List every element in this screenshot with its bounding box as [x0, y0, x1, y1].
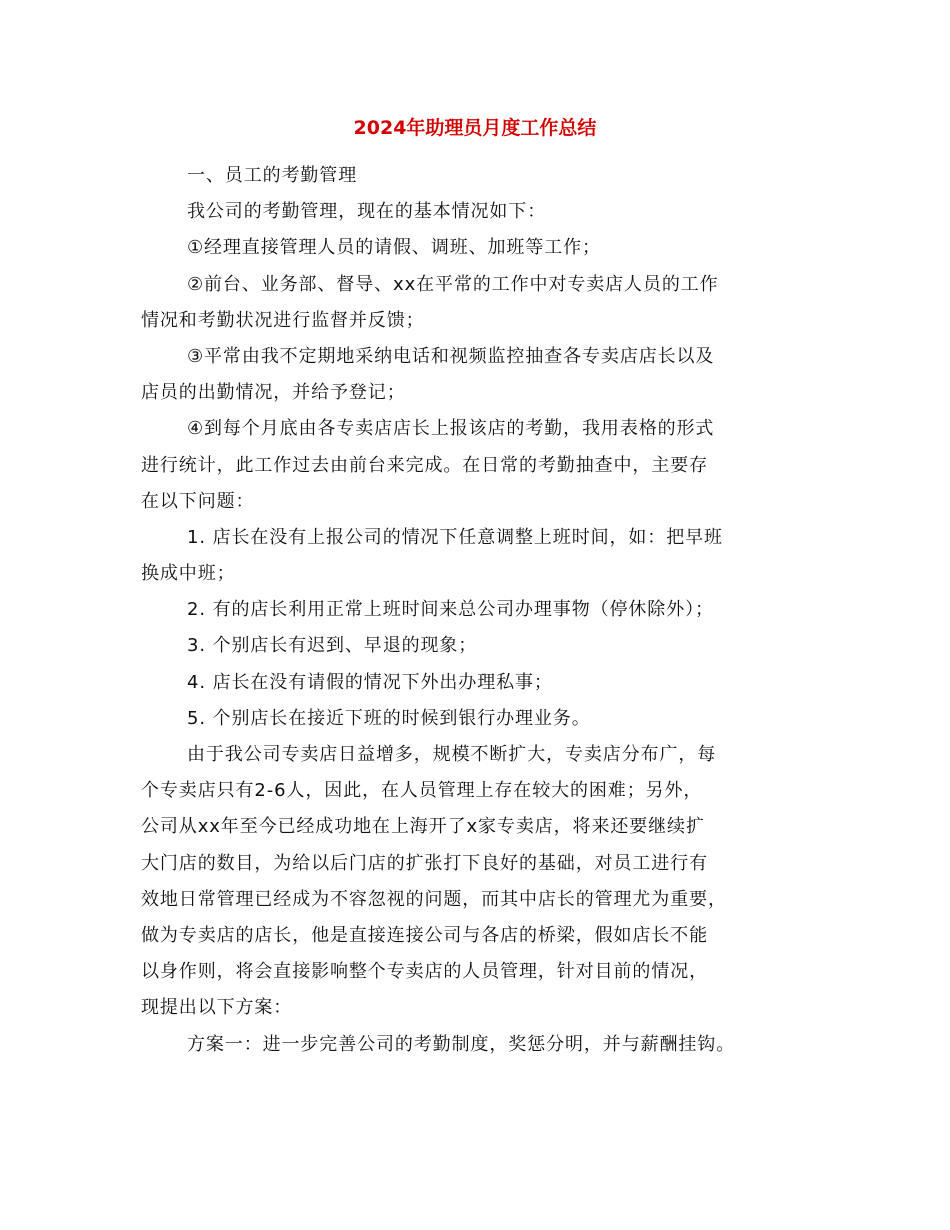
paragraph-line: ③平常由我不定期地采纳电话和视频监控抽查各专卖店店长以及 — [187, 345, 715, 367]
paragraph-line: 效地日常管理已经成为不容忽视的问题，而其中店长的管理尤为重要， — [141, 888, 727, 910]
list-item: 4. 店长在没有请假的情况下外出办理私事； — [187, 671, 553, 693]
paragraph-line: ②前台、业务部、督导、xx在平常的工作中对专卖店人员的工作 — [187, 273, 719, 295]
paragraph-line: ④到每个月底由各专卖店店长上报该店的考勤，我用表格的形式 — [187, 418, 715, 440]
document-body — [141, 160, 811, 1065]
list-item: 3. 个别店长有迟到、早退的现象； — [187, 635, 478, 657]
paragraph-line: 大门店的数目，为给以后门店的扩张打下良好的基础，对员工进行有 — [141, 852, 708, 874]
paragraph-line: 在以下问题： — [141, 490, 255, 512]
paragraph-line: 店员的出勤情况，并给予登记； — [141, 382, 406, 404]
paragraph-line: 公司从xx年至今已经成功地在上海开了x家专卖店，将来还要继续扩 — [141, 816, 705, 838]
list-item-continuation: 换成中班； — [141, 563, 236, 585]
list-item: 2. 有的店长利用正常上班时间来总公司办理事物（停休除外）； — [187, 599, 714, 621]
list-item: 1. 店长在没有上报公司的情况下任意调整上班时间，如：把早班 — [187, 526, 723, 548]
paragraph-line: 现提出以下方案： — [141, 997, 293, 1019]
paragraph-line: 情况和考勤状况进行监督并反馈； — [141, 309, 425, 331]
list-item: 5. 个别店长在接近下班的时候到银行办理业务。 — [187, 707, 591, 729]
paragraph-line: 做为专卖店的店长，他是直接连接公司与各店的桥梁，假如店长不能 — [141, 924, 708, 946]
paragraph-line: 进行统计，此工作过去由前台来完成。在日常的考勤抽查中，主要存 — [141, 454, 708, 476]
paragraph-line: 方案一：进一步完善公司的考勤制度，奖惩分明，并与薪酬挂钩。 — [187, 1033, 736, 1055]
paragraph-line: 由于我公司专卖店日益增多，规模不断扩大，专卖店分布广，每 — [187, 744, 717, 765]
document-title: 2024年助理员月度工作总结 — [353, 117, 597, 139]
paragraph-line: 我公司的考勤管理，现在的基本情况如下： — [187, 201, 547, 223]
paragraph-line: 个专卖店只有2-6人，因此，在人员管理上存在较大的困难；另外， — [141, 780, 703, 802]
paragraph-line: 以身作则，将会直接影响整个专卖店的人员管理，针对目前的情况， — [141, 961, 708, 983]
paragraph-line: ①经理直接管理人员的请假、调班、加班等工作； — [187, 237, 601, 259]
section-heading: 一、员工的考勤管理 — [187, 165, 358, 186]
